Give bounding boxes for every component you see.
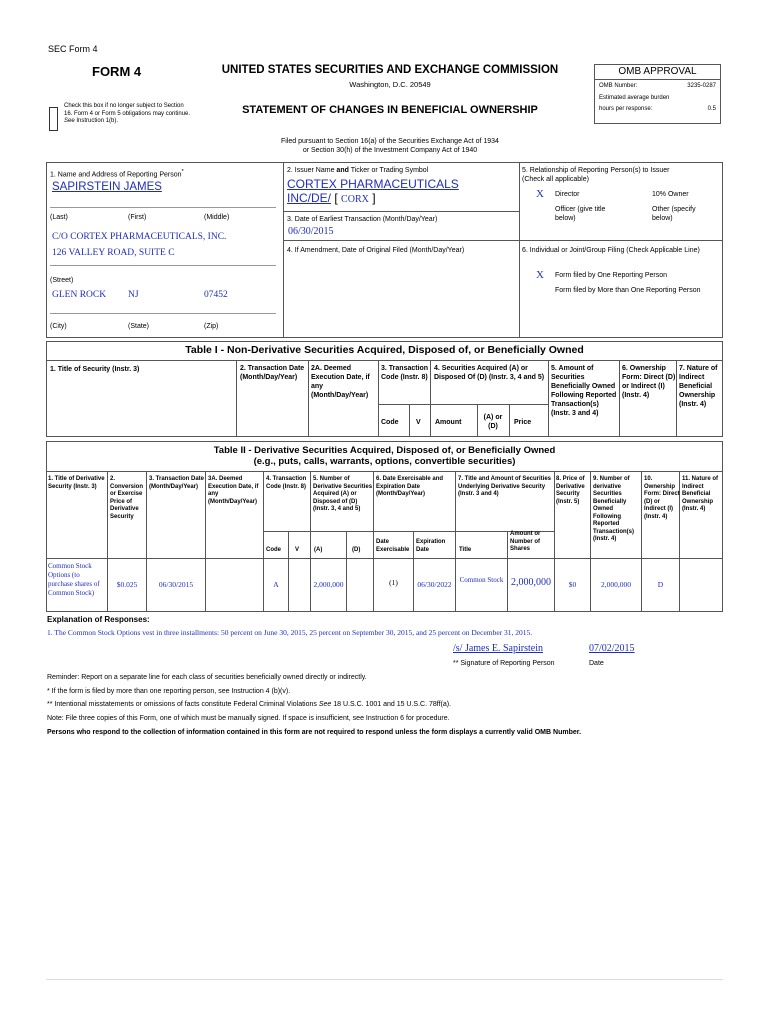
t2-row-title: Common Stock — [459, 576, 504, 584]
t1-sub-price: Price — [514, 419, 532, 426]
omb-title: OMB APPROVAL — [595, 65, 720, 80]
t2-col-underlying: 7. Title and Amount of Securities Underlying Derivative Security (Instr. 3 and 4) — [458, 476, 552, 497]
first-label: (First) — [128, 214, 147, 221]
footer-star2: ** Intentional misstatements or omissions of facts constitute Federal Criminal Violations See 18 U.S.C. 1001 and 15 U.S.C. 78ff(a). — [47, 701, 452, 708]
t2-row-form: D — [657, 580, 664, 589]
t2-row-exp: 06/30/2022 — [417, 580, 452, 589]
t2-sub-d: (D) — [352, 547, 361, 553]
sec-form-label: SEC Form 4 — [48, 44, 98, 54]
t2-sub-title: Title — [459, 547, 472, 553]
box2-label: 2. Issuer Name and Ticker or Trading Symbol — [287, 167, 429, 174]
t2-row-code: A — [273, 580, 279, 589]
t1-sub-code: Code — [381, 419, 399, 426]
middle-label: (Middle) — [204, 214, 230, 221]
t1-col-code: 3. Transaction Code (Instr. 8) — [381, 365, 429, 381]
one-person-label: Form filed by One Reporting Person — [555, 272, 668, 279]
t1-sub-v: V — [416, 419, 421, 426]
commission-city: Washington, D.C. 20549 — [349, 80, 431, 89]
t1-col-nature: 7. Nature of Indirect Beneficial Ownership (Instr. 4) — [679, 365, 718, 408]
signature-date: 07/02/2015 — [589, 643, 635, 654]
footnote-1: 1. The Common Stock Options vest in three installments: 50 percent on June 30, 2015, 25 percent on September 30, 2015, and 25 percent on December 31, 2015. — [47, 628, 533, 637]
signature-label: ** Signature of Reporting Person — [453, 660, 555, 667]
no-longer-subject-checkbox[interactable] — [49, 107, 58, 131]
address-line2: 126 VALLEY ROAD, SUITE C — [52, 248, 175, 258]
omb-hours-row: hours per response: 0.5 — [599, 106, 716, 112]
t2-col-nature: 11. Nature of Indirect Beneficial Ownership (Instr. 4) — [682, 476, 719, 512]
address-line1: C/O CORTEX PHARMACEUTICALS, INC. — [52, 232, 227, 242]
box5-label: 5. Relationship of Reporting Person(s) to Issuer (Check all applicable) — [522, 167, 670, 183]
t2-sub-code: Code — [266, 547, 281, 553]
reminder: Reminder: Report on a separate line for each class of securities beneficially owned directly or indirectly. — [47, 674, 367, 681]
t2-col-deemed: 3A. Deemed Execution Date, if any (Month/Day/Year) — [208, 476, 259, 505]
ticker-symbol: CORX — [341, 194, 369, 205]
reporting-person-name[interactable]: SAPIRSTEIN JAMES — [52, 181, 162, 193]
t2-sub-a: (A) — [314, 547, 323, 553]
ten-percent-label: 10% Owner — [652, 191, 689, 198]
t2-col-code: 4. Transaction Code (Instr. 8) — [266, 476, 307, 490]
t2-sub-v: V — [295, 547, 300, 553]
box4-label: 4. If Amendment, Date of Original Filed (Month/Day/Year) — [287, 247, 465, 254]
zip-value: 07452 — [204, 290, 228, 300]
t1-col-date: 2. Transaction Date (Month/Day/Year) — [240, 365, 305, 381]
filed-pursuant: Filed pursuant to Section 16(a) of the Securities Exchange Act of 1934 or Section 30(h) of the Investment Company Act of 1940 — [281, 138, 499, 154]
statement-title: STATEMENT OF CHANGES IN BENEFICIAL OWNERSHIP — [242, 104, 538, 116]
t1-col-deemed: 2A. Deemed Execution Date, if any (Month/Day/Year) — [311, 365, 370, 399]
t2-row-date-ex: (1) — [389, 578, 398, 587]
omb-number-row: OMB Number: 3235-0287 — [599, 83, 716, 89]
director-mark[interactable]: X — [536, 188, 544, 200]
t2-sub-date-ex: Date Exercisable — [376, 539, 410, 553]
t2-col-number: 5. Number of Derivative Securities Acquired (A) or Disposed of (D) (Instr. 3, 4 and 5) — [313, 476, 373, 512]
state-value: NJ — [128, 290, 139, 300]
more-person-label: Form filed by More than One Reporting Person — [555, 287, 701, 294]
footer-persons: Persons who respond to the collection of information contained in this form are not required to respond unless the form displays a currently valid OMB Number. — [47, 729, 582, 736]
t2-row-security: Common Stock Options (to purchase shares of Common Stock) — [48, 562, 100, 597]
t1-col-securities: 4. Securities Acquired (A) or Disposed Of (D) (Instr. 3, 4 and 5) — [434, 365, 545, 381]
issuer-name-line2: INC/DE/ [ CORX ] — [287, 191, 376, 205]
table2-title: Table II - Derivative Securities Acquired, Disposed of, or Beneficially Owned (e.g., puts, calls, warrants, options, convertible securities) — [213, 445, 556, 467]
box6-label: 6. Individual or Joint/Group Filing (Check Applicable Line) — [522, 247, 700, 254]
omb-approval-box — [594, 64, 721, 124]
state-label: (State) — [128, 323, 150, 330]
t2-col-form: 10. Ownership Form: Direct (D) or Indirect (I) (Instr. 4) — [644, 476, 680, 520]
table1-title: Table I - Non-Derivative Securities Acquired, Disposed of, or Beneficially Owned — [185, 344, 584, 356]
t1-col-form: 6. Ownership Form: Direct (D) or Indirect (I) (Instr. 4) — [622, 365, 676, 399]
t1-col-title: 1. Title of Security (Instr. 3) — [50, 366, 140, 373]
t2-col-conversion: 2. Conversion or Exercise Price of Derivative Security — [110, 476, 144, 520]
t2-col-title: 1. Title of Derivative Security (Instr. 3) — [48, 476, 105, 490]
form-number: FORM 4 — [92, 64, 142, 79]
city-value: GLEN ROCK — [52, 290, 107, 300]
t2-row-amount: 2,000,000 — [511, 577, 551, 588]
commission-title: UNITED STATES SECURITIES AND EXCHANGE COMMISSION — [221, 64, 559, 76]
signature-name: /s/ James E. Sapirstein — [453, 643, 543, 654]
t1-col-amount-owned: 5. Amount of Securities Beneficially Owned Following Reported Transaction(s) (Instr. 3 and 4) — [551, 365, 617, 417]
omb-burden: Estimated average burden — [599, 94, 670, 101]
director-label: Director — [555, 191, 580, 198]
t1-sub-aord: (A) or (D) — [483, 414, 503, 430]
checkbox-text: Check this box if no longer subject to Section 16. Form 4 or Form 5 obligations may continue. See Instruction 1(b). — [64, 103, 191, 124]
t2-row-a: 2,000,000 — [313, 580, 344, 589]
footer-star1: * If the form is filed by more than one reporting person, see Instruction 4 (b)(v). — [47, 688, 291, 695]
t1-sub-amount: Amount — [435, 419, 462, 426]
zip-label: (Zip) — [204, 323, 219, 330]
issuer-name-suffix[interactable]: INC/DE/ — [287, 191, 332, 205]
t2-row-price: $0.025 — [116, 580, 138, 589]
box3-label: 3. Date of Earliest Transaction (Month/Day/Year) — [287, 216, 438, 223]
earliest-transaction-date: 06/30/2015 — [288, 226, 334, 237]
footer-note: Note: File three copies of this Form, one of which must be manually signed. If space is insufficient, see Instruction 6 for procedure. — [47, 715, 450, 722]
city-label: (City) — [50, 323, 67, 330]
issuer-name-line1[interactable]: CORTEX PHARMACEUTICALS — [287, 177, 459, 191]
t2-sub-exp: Expiration Date — [416, 539, 446, 553]
other-label: Other (specify below) — [652, 206, 696, 222]
t2-col-exercisable: 6. Date Exercisable and Expiration Date (Month/Day/Year) — [376, 476, 444, 497]
t2-sub-amount: Amount or Number of Shares — [510, 531, 541, 552]
t2-col-owned: 9. Number of derivative Securities Beneficially Owned Following Reported Transaction(s) (Instr. 4) — [593, 476, 635, 542]
street-label: (Street) — [50, 277, 74, 284]
officer-label: Officer (give title below) — [555, 206, 606, 222]
explanation-heading: Explanation of Responses: — [47, 615, 150, 624]
last-label: (Last) — [50, 214, 68, 221]
t2-row-price8: $0 — [568, 580, 577, 589]
t2-row-date: 06/30/2015 — [158, 580, 194, 589]
t2-col-price: 8. Price of Derivative Security (Instr. 5) — [556, 476, 585, 505]
date-label: Date — [589, 660, 604, 667]
t2-row-owned: 2,000,000 — [601, 580, 631, 589]
t2-col-date: 3. Transaction Date (Month/Day/Year) — [149, 476, 205, 490]
box1-label: 1. Name and Address of Reporting Person* — [50, 169, 184, 179]
one-person-mark[interactable]: X — [536, 269, 544, 281]
